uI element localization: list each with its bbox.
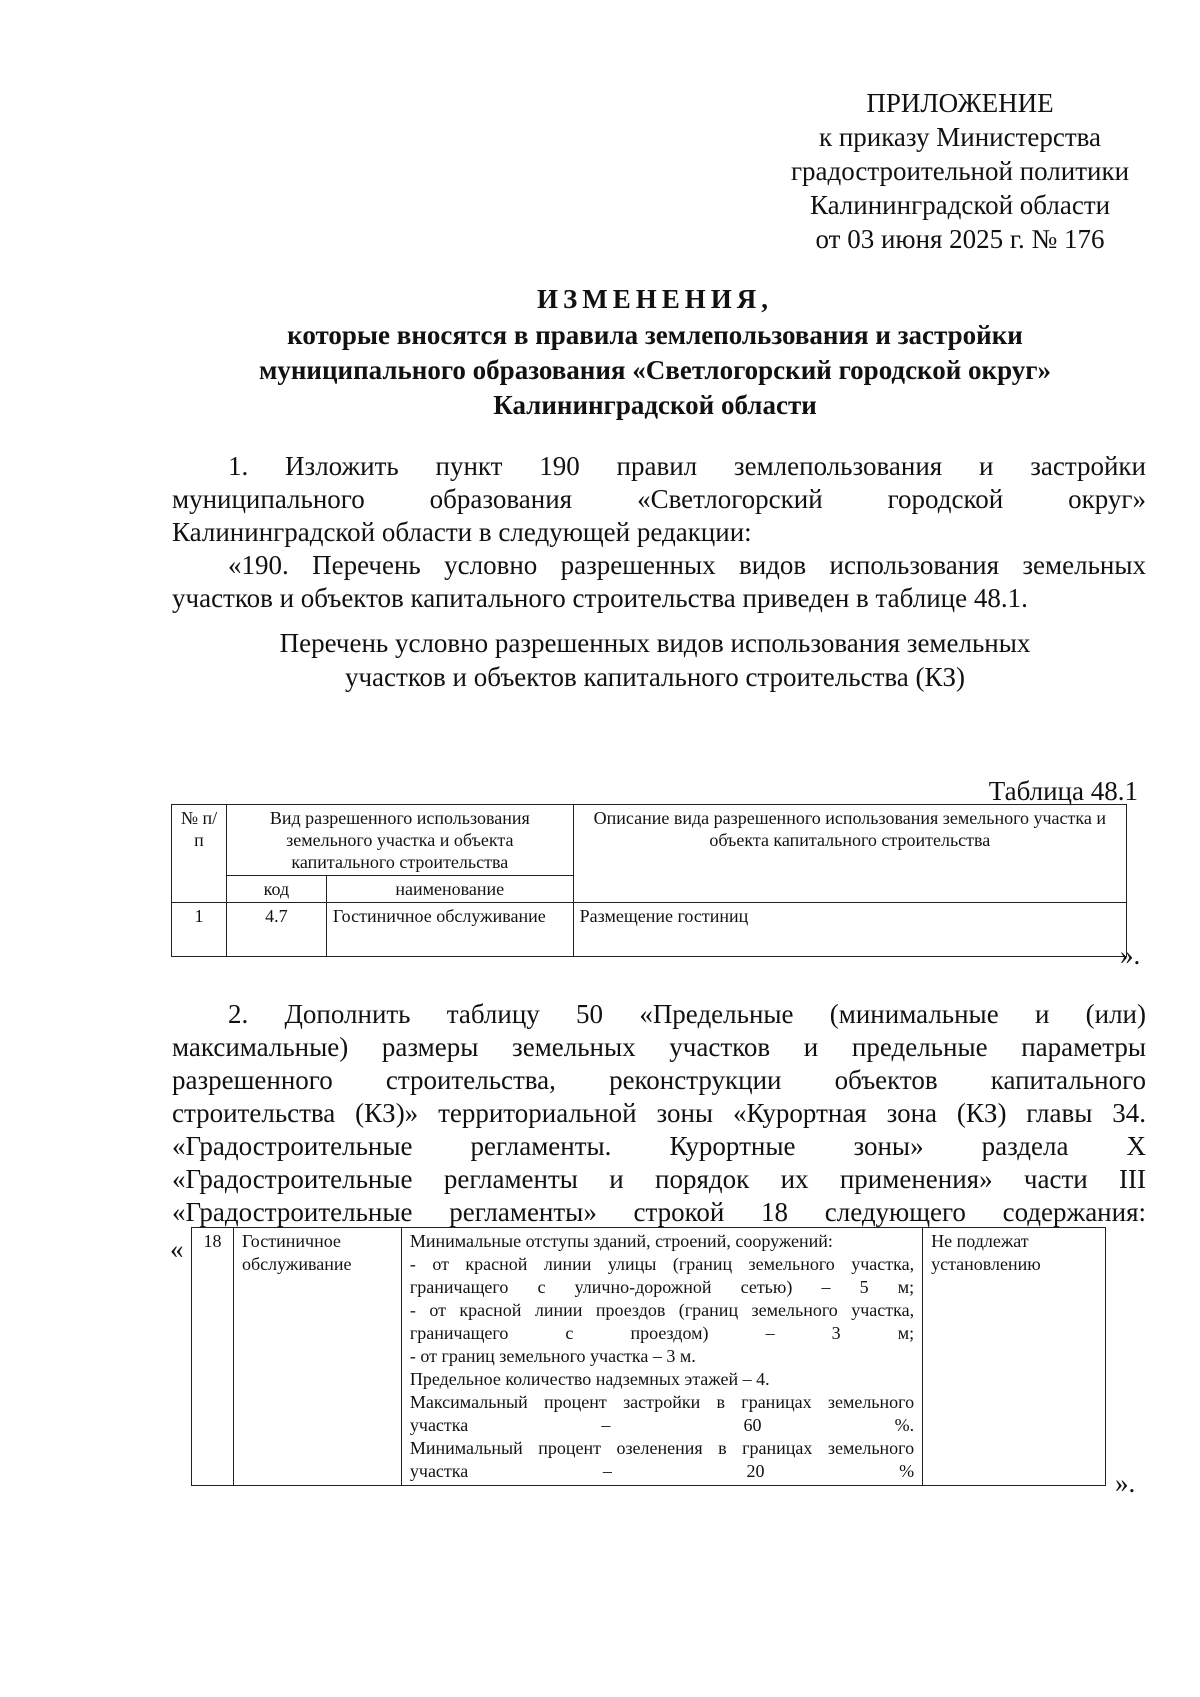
cell-name: Гостиничное обслуживание [233, 1228, 401, 1486]
item-2-line: максимальные) размеры земельных участков и предельные параметры [172, 1032, 1146, 1062]
param-line: Максимальный процент застройки в границах земельного участка – 60 %. [409, 1392, 915, 1435]
param-line: - от красной линии улицы (границ земельного участка, граничащего с улично-дорожной сетью) – 5 м; [409, 1254, 915, 1297]
header-num: № п/п [172, 805, 227, 903]
caption-line: участков и объектов капитального строительства (КЗ) [344, 662, 966, 692]
document-subtitle [170, 318, 1140, 423]
item-1-line: Калининградской области в следующей редакции: [172, 517, 752, 547]
header-kind: Вид разрешенного использования земельного участка и объекта капитального строительства [226, 805, 573, 876]
cell-desc: Размещение гостиниц [573, 903, 1126, 957]
cell-name: Гостиничное обслуживание [326, 903, 573, 957]
subtitle-line: муниципального образования «Светлогорский городской округ» [258, 355, 1052, 385]
table-row [172, 903, 1127, 957]
item-1-line: участков и объектов капитального строительства приведен в таблице 48.1. [172, 583, 1028, 613]
item-2-line: 2. Дополнить таблицу 50 «Предельные (минимальные и (или) [228, 999, 1146, 1029]
appendix-date: от 03 июня 2025 г. № 176 [815, 224, 1105, 254]
table-50-row-18 [191, 1227, 1106, 1486]
item-1-line: муниципального образования «Светлогорский городской округ» [172, 484, 1146, 514]
param-line: - от красной линии проездов (границ земельного участка, граничащего с проездом) – 3 м; [409, 1300, 915, 1343]
header-desc: Описание вида разрешенного использования земельного участка и объекта капитального строительства [573, 805, 1126, 903]
cell-limit: Не подлежат установлению [923, 1228, 1106, 1486]
param-line: Минимальные отступы зданий, строений, сооружений: [409, 1231, 833, 1251]
cell-code: 4.7 [226, 903, 326, 957]
appendix-header [780, 86, 1140, 256]
caption-line: Перечень условно разрешенных видов использования земельных [279, 628, 1031, 658]
item-1-paragraph [172, 450, 1146, 615]
subtitle-line: которые вносятся в правила землепользования и застройки [287, 320, 1023, 350]
appendix-line: Калининградской области [809, 190, 1111, 220]
cell-params [401, 1228, 922, 1486]
closing-quote: ». [1120, 940, 1141, 970]
item-2-line: «Градостроительные регламенты и порядок их применения» части III [172, 1164, 1146, 1194]
subtitle-line: Калининградской области [493, 390, 817, 420]
param-line: Минимальный процент озеленения в границах земельного участка – 20 % [409, 1438, 915, 1481]
appendix-line: градостроительной политики [790, 156, 1130, 186]
header-name: наименование [326, 876, 573, 903]
table-number: Таблица 48.1 [988, 776, 1138, 806]
table-48-1 [171, 804, 1127, 957]
appendix-title: ПРИЛОЖЕНИЕ [866, 88, 1054, 118]
item-1-line: 1. Изложить пункт 190 правил землепользования и застройки [228, 451, 1146, 481]
param-line: Предельное количество надземных этажей – 4. [409, 1369, 770, 1389]
appendix-line: к приказу Министерства [818, 122, 1102, 152]
item-2-line: «Градостроительные регламенты. Курортные зоны» раздела X [172, 1131, 1146, 1161]
cell-num: 1 [172, 903, 227, 957]
item-2-line: строительства (КЗ)» территориальной зоны «Курортная зона (КЗ) главы 34. [172, 1098, 1146, 1128]
param-line: - от границ земельного участка – 3 м. [409, 1346, 696, 1366]
item-1-line: «190. Перечень условно разрешенных видов использования земельных [228, 550, 1146, 580]
cell-num: 18 [192, 1228, 234, 1486]
item-2-paragraph [172, 998, 1146, 1229]
closing-quote: ». [1115, 1468, 1136, 1498]
table-row [192, 1228, 1106, 1486]
table-caption [170, 626, 1140, 694]
opening-quote: « [170, 1234, 184, 1264]
item-2-line: разрешенного строительства, реконструкции объектов капитального [172, 1065, 1146, 1095]
header-code: код [226, 876, 326, 903]
document-title: ИЗМЕНЕНИЯ, [536, 284, 773, 314]
item-2-line: «Градостроительные регламенты» строкой 18 следующего содержания: [172, 1197, 1146, 1227]
